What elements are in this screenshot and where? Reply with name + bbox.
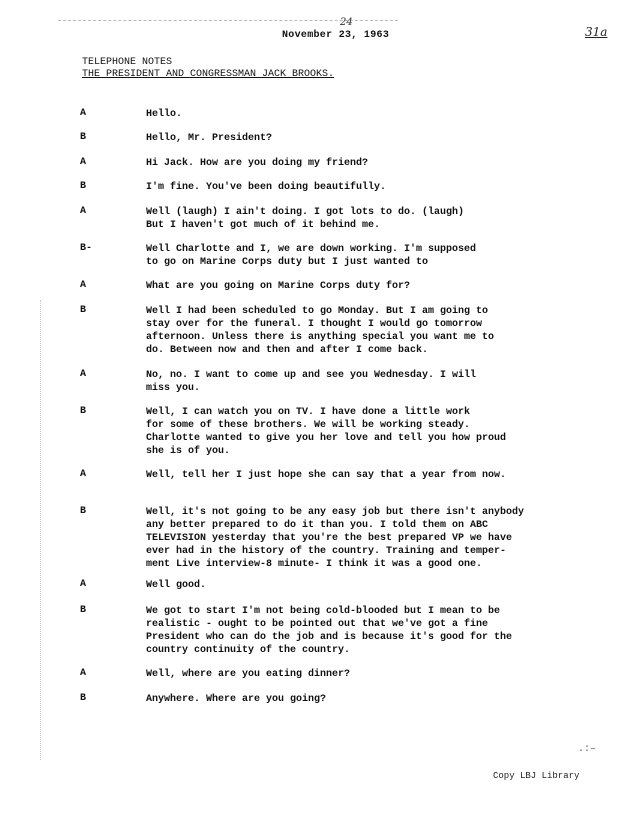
speaker-label: A [80,108,87,119]
dialogue-text: Well, I can watch you on TV. I have done a little work for some of these brothers. We will be working steady. Charlotte wanted to give you her love and tell you how proud she is of you. [146,407,507,457]
speaker-label: B [80,693,87,704]
dialogue-text: We got to start I'm not being cold-blooded but I mean to be realistic - ought to be pointed out that we've got a fine President who can do the job and is because it's good for the country continuity of the country. [146,606,513,656]
dialogue-text: What are you going on Marine Corps duty for? [146,281,411,292]
speaker-label: B- [80,243,93,254]
speaker-label: A [80,157,87,168]
speaker-label: A [80,369,87,380]
dialogue-text: Anywhere. Where are you going? [146,694,327,705]
dialogue-text: Well good. [146,580,207,591]
dialogue-text: Well (laugh) I ain't doing. I got lots to do. (laugh) But I haven't got much of it behind me. [146,207,465,231]
dialogue-text: Hello, Mr. President? [146,133,273,144]
speaker-label: B [80,305,87,316]
handwritten-day-number: 24 [340,17,353,28]
speaker-label: B [80,406,87,417]
document-subtitle: THE PRESIDENT AND CONGRESSMAN JACK BROOKS. [82,69,335,80]
dialogue-text: Well, tell her I just hope she can say that a year from now. [146,470,507,481]
document-title: TELEPHONE NOTES [82,57,173,68]
dialogue-text: I'm fine. You've been doing beautifully. [146,182,387,193]
handwritten-page-number: 31a [585,25,608,39]
speaker-label: B [80,506,87,517]
left-margin-marks [40,300,43,760]
dialogue-text: Well, it's not going to be any easy job but there isn't anybody any better prepared to do it than you. I told them on ABC TELEVISION yesterday that you're the best prepared VP we have ever had in the history of the country. Training and temper- ment Live interview-8 minute- I think it was a good one. [146,507,525,570]
speaker-label: B [80,605,87,616]
library-footer: Copy LBJ Library [493,771,580,781]
dialogue-text: Well, where are you eating dinner? [146,669,351,680]
dialogue-text: Well I had been scheduled to go Monday. But I am going to stay over for the funeral. I thought I would go tomorrow afternoon. Unless there is anything special you want me to do. Between now and then and after I come back. [146,306,495,356]
margin-tick-mark: .:– [578,744,597,755]
speaker-label: A [80,579,87,590]
document-date: November 23, 1963 [282,30,390,41]
speaker-label: A [80,280,87,291]
dialogue-text: No, no. I want to come up and see you Wednesday. I will miss you. [146,370,477,394]
dialogue-text: Hi Jack. How are you doing my friend? [146,158,369,169]
speaker-label: B [80,181,87,192]
speaker-label: B [80,132,87,143]
dialogue-text: Well Charlotte and I, we are down working. I'm supposed to go on Marine Corps duty but I just wanted to [146,244,477,268]
speaker-label: A [80,206,87,217]
speaker-label: A [80,668,87,679]
speaker-label: A [80,469,87,480]
dialogue-text: Hello. [146,109,183,120]
